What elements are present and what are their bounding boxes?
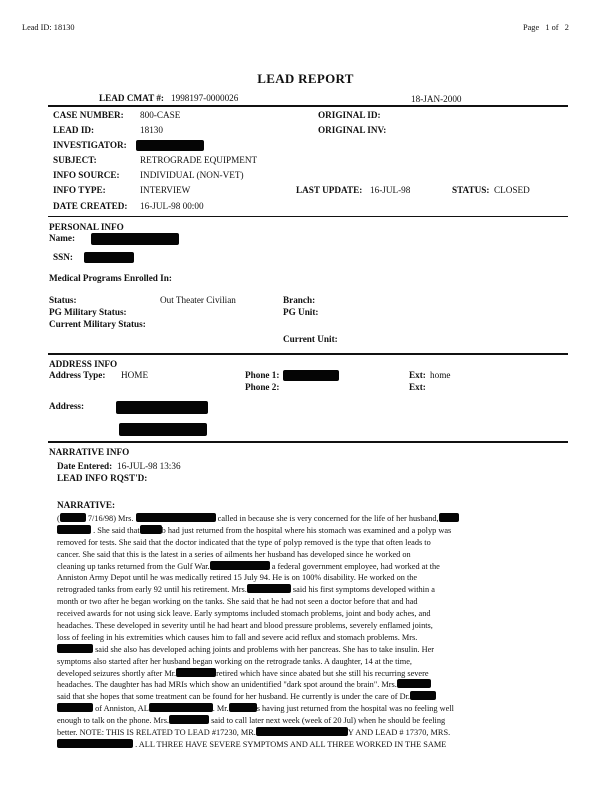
- address-type-label: Address Type:: [49, 370, 106, 380]
- narrative-text-segment: symptoms also started after her husband began working on the retrograde tanks. A daughter, 14 at the time,: [57, 656, 412, 666]
- lead-id-value: 18130: [140, 125, 163, 135]
- narrative-line: [57, 739, 522, 751]
- phone1-label: Phone 1:: [245, 370, 280, 380]
- narrative-redaction: [397, 679, 431, 688]
- narrative-line: [57, 691, 522, 703]
- narrative-text-segment: headaches. These developed in severity until he had heart and blood pressure problems, severely enflamed joints,: [57, 621, 433, 631]
- narrative-line: [57, 584, 522, 596]
- narrative-line: [57, 656, 522, 668]
- address-redaction-line1: [116, 401, 208, 414]
- name-label: Name:: [49, 233, 76, 243]
- header-lead-id: Lead ID: 18130: [22, 23, 75, 32]
- narrative-text-segment: retired which have since abated but she still his recurring severe: [216, 668, 429, 678]
- personal-info-title: PERSONAL INFO: [49, 222, 124, 232]
- narrative-redaction: [410, 691, 436, 700]
- cmat-value: 1998197-0000026: [171, 93, 239, 103]
- status-value: CLOSED: [494, 185, 530, 195]
- name-redaction: [91, 233, 179, 245]
- subject-value: RETROGRADE EQUIPMENT: [140, 155, 258, 165]
- narrative-line: [57, 561, 522, 573]
- status-field-label: Status:: [49, 295, 77, 305]
- status-field-value: Out Theater Civilian: [160, 295, 236, 305]
- date-created-value: 16-JUL-98 00:00: [140, 201, 204, 211]
- narrative-redaction: [136, 513, 216, 522]
- case-rule: [48, 216, 568, 217]
- narrative-redaction: [57, 644, 93, 653]
- narrative-redaction: [439, 513, 459, 522]
- narrative-line: [57, 644, 522, 656]
- cmat-label: LEAD CMAT #:: [99, 93, 164, 103]
- narrative-line: [57, 668, 522, 680]
- narrative-line: [57, 525, 522, 537]
- narrative-redaction: [149, 703, 213, 712]
- date-entered-label: Date Entered:: [57, 461, 113, 471]
- narrative-text: [57, 513, 522, 751]
- narrative-line: [57, 679, 522, 691]
- report-date: 18-JAN-2000: [411, 94, 462, 104]
- date-created-label: DATE CREATED:: [53, 201, 128, 211]
- original-inv-label: ORIGINAL INV:: [318, 125, 387, 135]
- narrative-line: [57, 620, 522, 632]
- narrative-text-segment: called in because she is very concerned for the life of her husband,: [215, 514, 439, 523]
- narrative-redaction: [247, 584, 291, 593]
- narrative-line: [57, 596, 522, 608]
- phone1-redaction: [283, 370, 339, 381]
- narrative-redaction: [210, 561, 270, 570]
- narrative-text-segment: cleaning up tanks returned from the Gulf War.: [57, 561, 210, 571]
- narrative-redaction: [256, 727, 348, 736]
- narrative-text-segment: of Anniston, AL: [93, 704, 149, 714]
- address-type-value: HOME: [121, 370, 149, 380]
- narrative-line: [57, 608, 522, 620]
- narrative-text-segment: better. NOTE: THIS IS RELATED TO LEAD #17230, MR.: [57, 728, 256, 738]
- narrative-text-segment: received awards for not using sick leave. Early symptoms included stomach problems, joint and body aches, and: [57, 609, 431, 619]
- narrative-text-segment: s having just returned from the hospital was no feeling well: [256, 704, 454, 714]
- pg-military-status-label: PG Military Status:: [49, 307, 127, 317]
- narrative-line: [57, 715, 522, 727]
- medical-programs-label: Medical Programs Enrolled In:: [49, 273, 172, 283]
- current-military-status-label: Current Military Status:: [49, 319, 146, 329]
- phone2-label: Phone 2:: [245, 382, 280, 392]
- lead-id-label: LEAD ID:: [53, 125, 95, 135]
- narrative-info-title: NARRATIVE INFO: [49, 447, 130, 457]
- narrative-text-segment: said his first symptoms developed within a: [290, 585, 435, 595]
- address-redaction-line2: [119, 423, 207, 436]
- narrative-text-segment: cancer. She said that this is the latest in a series of ailments her husband has developed since he worked on: [57, 549, 411, 559]
- pg-unit-label: PG Unit:: [283, 307, 319, 317]
- lead-info-rqstd-label: LEAD INFO RQST'D:: [57, 473, 148, 483]
- narrative-text-segment: Y AND LEAD # 17370, MRS.: [347, 728, 451, 738]
- narrative-text-segment: loss of feeling in his extremities which causes him to fall and severe acid reflux and stomach problems. Mrs.: [57, 632, 418, 642]
- narrative-label: NARRATIVE:: [57, 500, 116, 510]
- narrative-text-segment: (: [57, 514, 60, 523]
- personal-rule: [48, 353, 568, 355]
- branch-label: Branch:: [283, 295, 316, 305]
- narrative-text-segment: Anniston Army Depot until he was medically retired 15 July 94. He is on 100% disability. He worked on the: [57, 573, 418, 583]
- narrative-text-segment: said to call later next week (week of 20 Jul) when he should be feeling: [209, 716, 446, 726]
- last-update-label: LAST UPDATE:: [296, 185, 363, 195]
- case-number-label: CASE NUMBER:: [53, 110, 124, 120]
- case-number-value: 800-CASE: [140, 110, 181, 120]
- header-page-number: Page 1 of 2: [523, 23, 569, 32]
- ssn-redaction: [84, 252, 134, 263]
- narrative-line: [57, 727, 522, 739]
- date-entered-value: 16-JUL-98 13:36: [117, 461, 181, 471]
- narrative-line: [57, 549, 522, 561]
- narrative-line: [57, 513, 522, 525]
- report-title: LEAD REPORT: [257, 71, 354, 86]
- narrative-redaction: [229, 703, 257, 712]
- narrative-redaction: [169, 715, 209, 724]
- subject-label: SUBJECT:: [53, 155, 97, 165]
- address-label: Address:: [49, 401, 85, 411]
- info-source-value: INDIVIDUAL (NON-VET): [140, 170, 244, 180]
- ext2-label: Ext:: [409, 382, 426, 392]
- narrative-text-segment: b had just returned from the hospital where his stomach was examined and a polyp was: [161, 525, 452, 535]
- info-type-label: INFO TYPE:: [53, 185, 106, 195]
- address-rule: [48, 441, 568, 443]
- narrative-text-segment: retrograded tanks from early 92 until his retirement. Mrs.: [57, 585, 247, 595]
- info-source-label: INFO SOURCE:: [53, 170, 120, 180]
- narrative-redaction: [60, 513, 86, 522]
- investigator-redaction: [136, 140, 204, 151]
- narrative-redaction: [57, 703, 93, 712]
- address-info-title: ADDRESS INFO: [49, 359, 118, 369]
- narrative-text-segment: . She said that: [91, 525, 140, 535]
- ext1-label: Ext:: [409, 370, 426, 380]
- ext1-value: home: [430, 370, 451, 380]
- narrative-line: [57, 537, 522, 549]
- narrative-text-segment: enough to talk on the phone. Mrs.: [57, 716, 169, 726]
- narrative-line: [57, 632, 522, 644]
- narrative-redaction: [57, 525, 91, 534]
- last-update-value: 16-JUL-98: [370, 185, 411, 195]
- narrative-text-segment: 7/16/98) Mrs.: [85, 514, 136, 523]
- narrative-redaction: [57, 739, 133, 748]
- narrative-text-segment: a federal government employee, had worked at the: [269, 561, 440, 571]
- ssn-label: SSN:: [53, 252, 73, 262]
- narrative-redaction: [140, 525, 162, 534]
- narrative-text-segment: said that she hopes that some treatment can be found for her husband. He currently is under the care of Dr.: [57, 692, 410, 702]
- narrative-line: [57, 703, 522, 715]
- status-label: STATUS:: [452, 185, 490, 195]
- narrative-redaction: [176, 668, 216, 677]
- narrative-text-segment: month or two after he began working on the tanks. She said that he had not seen a doctor before that and had: [57, 597, 418, 607]
- narrative-text-segment: . Mr.: [212, 704, 229, 714]
- narrative-line: [57, 572, 522, 584]
- title-rule: [48, 105, 568, 107]
- current-unit-label: Current Unit:: [283, 334, 338, 344]
- narrative-text-segment: removed for tests. She said that the doctor indicated that the type of polyp removed is the type that often leads to: [57, 537, 431, 547]
- narrative-text-segment: . ALL THREE HAVE SEVERE SYMPTOMS AND ALL THREE WORKED IN THE SAME: [133, 739, 447, 749]
- narrative-text-segment: said she also has developed aching joints and problems with her pancreas. She has to take insulin. Her: [93, 644, 435, 654]
- narrative-text-segment: headaches. The daughter has had MRIs which show an unidentified "dark spot around the brain". Mrs.: [57, 680, 397, 690]
- info-type-value: INTERVIEW: [140, 185, 191, 195]
- investigator-label: INVESTIGATOR:: [53, 140, 127, 150]
- original-id-label: ORIGINAL ID:: [318, 110, 381, 120]
- narrative-text-segment: developed seizures shortly after Mr.: [57, 668, 177, 678]
